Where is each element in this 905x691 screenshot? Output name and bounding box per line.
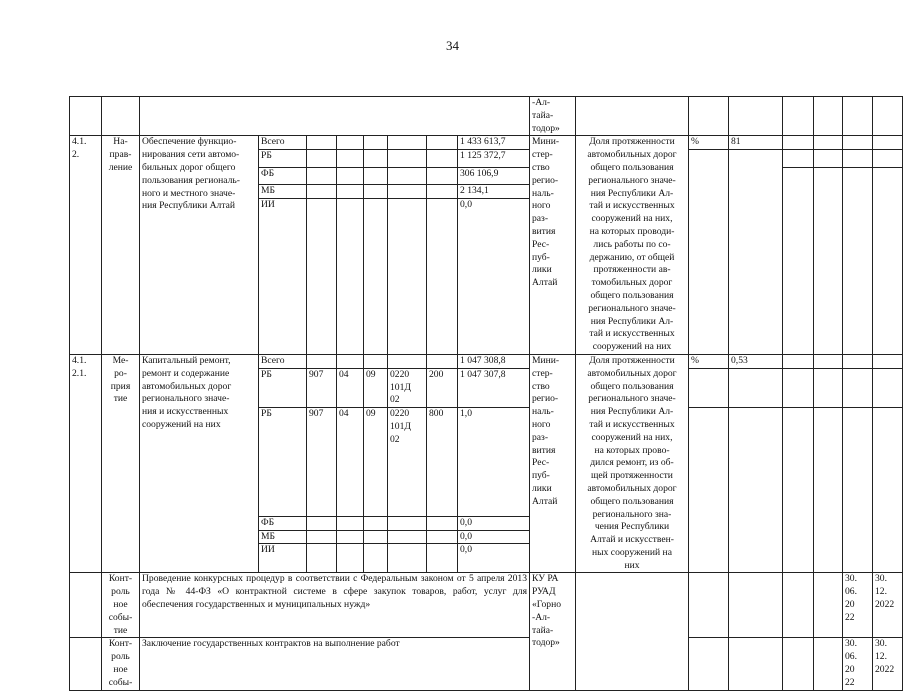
target-item-code: 0220 101Д 02 [388, 408, 427, 517]
row-type: Конт- роль ное собы- [102, 638, 140, 691]
row-number: 4.1. 2. [70, 136, 102, 355]
unit: % [689, 354, 729, 368]
row-number: 4.1. 2.1. [70, 354, 102, 573]
amount: 1 125 372,7 [458, 150, 530, 167]
amount: 2 134,1 [458, 185, 530, 199]
target-item-code: 0220 101Д 02 [388, 368, 427, 407]
executor-cell: КУ РА РУАД «Горно -Ал- тайа- тодор» [530, 573, 576, 691]
amount: 0,0 [458, 530, 530, 544]
amount: 0,0 [458, 544, 530, 573]
grbs-code: 907 [307, 368, 337, 407]
funding-source: ФБ [259, 516, 307, 530]
event-description: Заключение государственных контрактов на выполнение работ [140, 638, 530, 691]
section-code: 04 [337, 408, 364, 517]
executor-cell: Мини- стер- ство регио- наль- ного раз- вития Рес- пуб- лики Алтай [530, 136, 576, 355]
funding-source: МБ [259, 185, 307, 199]
event-description: Проведение конкурсных процедур в соответствии с Федеральным законом от 5 апреля 2013 года № 44-ФЗ «О контрактной системе в сфере закупок товаров, работ, услуг для обеспечения государственных и муниципальных нужд» [140, 573, 530, 638]
start-date: 30. 06. 20 22 [843, 638, 873, 691]
end-date: 30. 12. 2022 [873, 638, 903, 691]
executor-cell: Мини- стер- ство регио- наль- ного раз- вития Рес- пуб- лики Алтай [530, 354, 576, 573]
funding-source: РБ [259, 408, 307, 517]
indicator-value: 81 [729, 136, 783, 150]
funding-source: РБ [259, 368, 307, 407]
executor-cell: -Ал- тайа- тодор» [530, 97, 576, 136]
start-date: 30. 06. 20 22 [843, 573, 873, 638]
amount: 0,0 [458, 516, 530, 530]
funding-source: РБ [259, 150, 307, 167]
funding-source: ФБ [259, 167, 307, 184]
amount: 0,0 [458, 198, 530, 354]
section-code: 04 [337, 368, 364, 407]
funding-source: ИИ [259, 198, 307, 354]
page-number: 34 [446, 38, 459, 53]
activity-name: Обеспечение функцио- нирования сети автомо- бильных дорог общего пользования региональ- ного и местного значе- ния Республики Алтай [140, 136, 259, 355]
row-type: Конт- роль ное собы- тие [102, 573, 140, 638]
amount: 306 106,9 [458, 167, 530, 184]
table-row [70, 354, 903, 368]
expense-type-code: 200 [427, 368, 458, 407]
grbs-code: 907 [307, 408, 337, 517]
funding-source: МБ [259, 530, 307, 544]
control-event-row [70, 638, 903, 691]
funding-source: ИИ [259, 544, 307, 573]
expense-type-code: 800 [427, 408, 458, 517]
amount: 1 433 613,7 [458, 136, 530, 150]
funding-source: Всего [259, 136, 307, 150]
amount: 1,0 [458, 408, 530, 517]
table-row [70, 136, 903, 150]
funding-source: Всего [259, 354, 307, 368]
indicator-text: Доля протяженности автомобильных дорог общего пользования регионального значе- ния Республики Ал- тай и искусственных сооружений на них, на которых проводи- лись работы по со- держанию, от общей протяженности ав- томобильных дорог общего пользования регионального значе- ния Республики Ал- тай и искусственных сооружений на них [576, 136, 689, 355]
subsection-code: 09 [364, 408, 388, 517]
amount: 1 047 307,8 [458, 368, 530, 407]
unit: % [689, 136, 729, 150]
program-table [69, 96, 903, 691]
continuation-row [70, 97, 903, 136]
row-type: Ме- ро- прия тие [102, 354, 140, 573]
indicator-value: 0,53 [729, 354, 783, 368]
control-event-row [70, 573, 903, 638]
activity-name: Капитальный ремонт, ремонт и содержание автомобильных дорог регионального значе- ния и искусственных сооружений на них [140, 354, 259, 573]
indicator-text: Доля протяженности автомобильных дорог общего пользования регионального значе- ния Республики Ал- тай и искусственных сооружений на них, на которых прово- дился ремонт, из об- щей протяженности автомобильных дорог общего пользования регионального зна- чения Республики Алтай и искусствен- ных сооружений на них [576, 354, 689, 573]
subsection-code: 09 [364, 368, 388, 407]
end-date: 30. 12. 2022 [873, 573, 903, 638]
amount: 1 047 308,8 [458, 354, 530, 368]
row-type: На- прав- ление [102, 136, 140, 355]
